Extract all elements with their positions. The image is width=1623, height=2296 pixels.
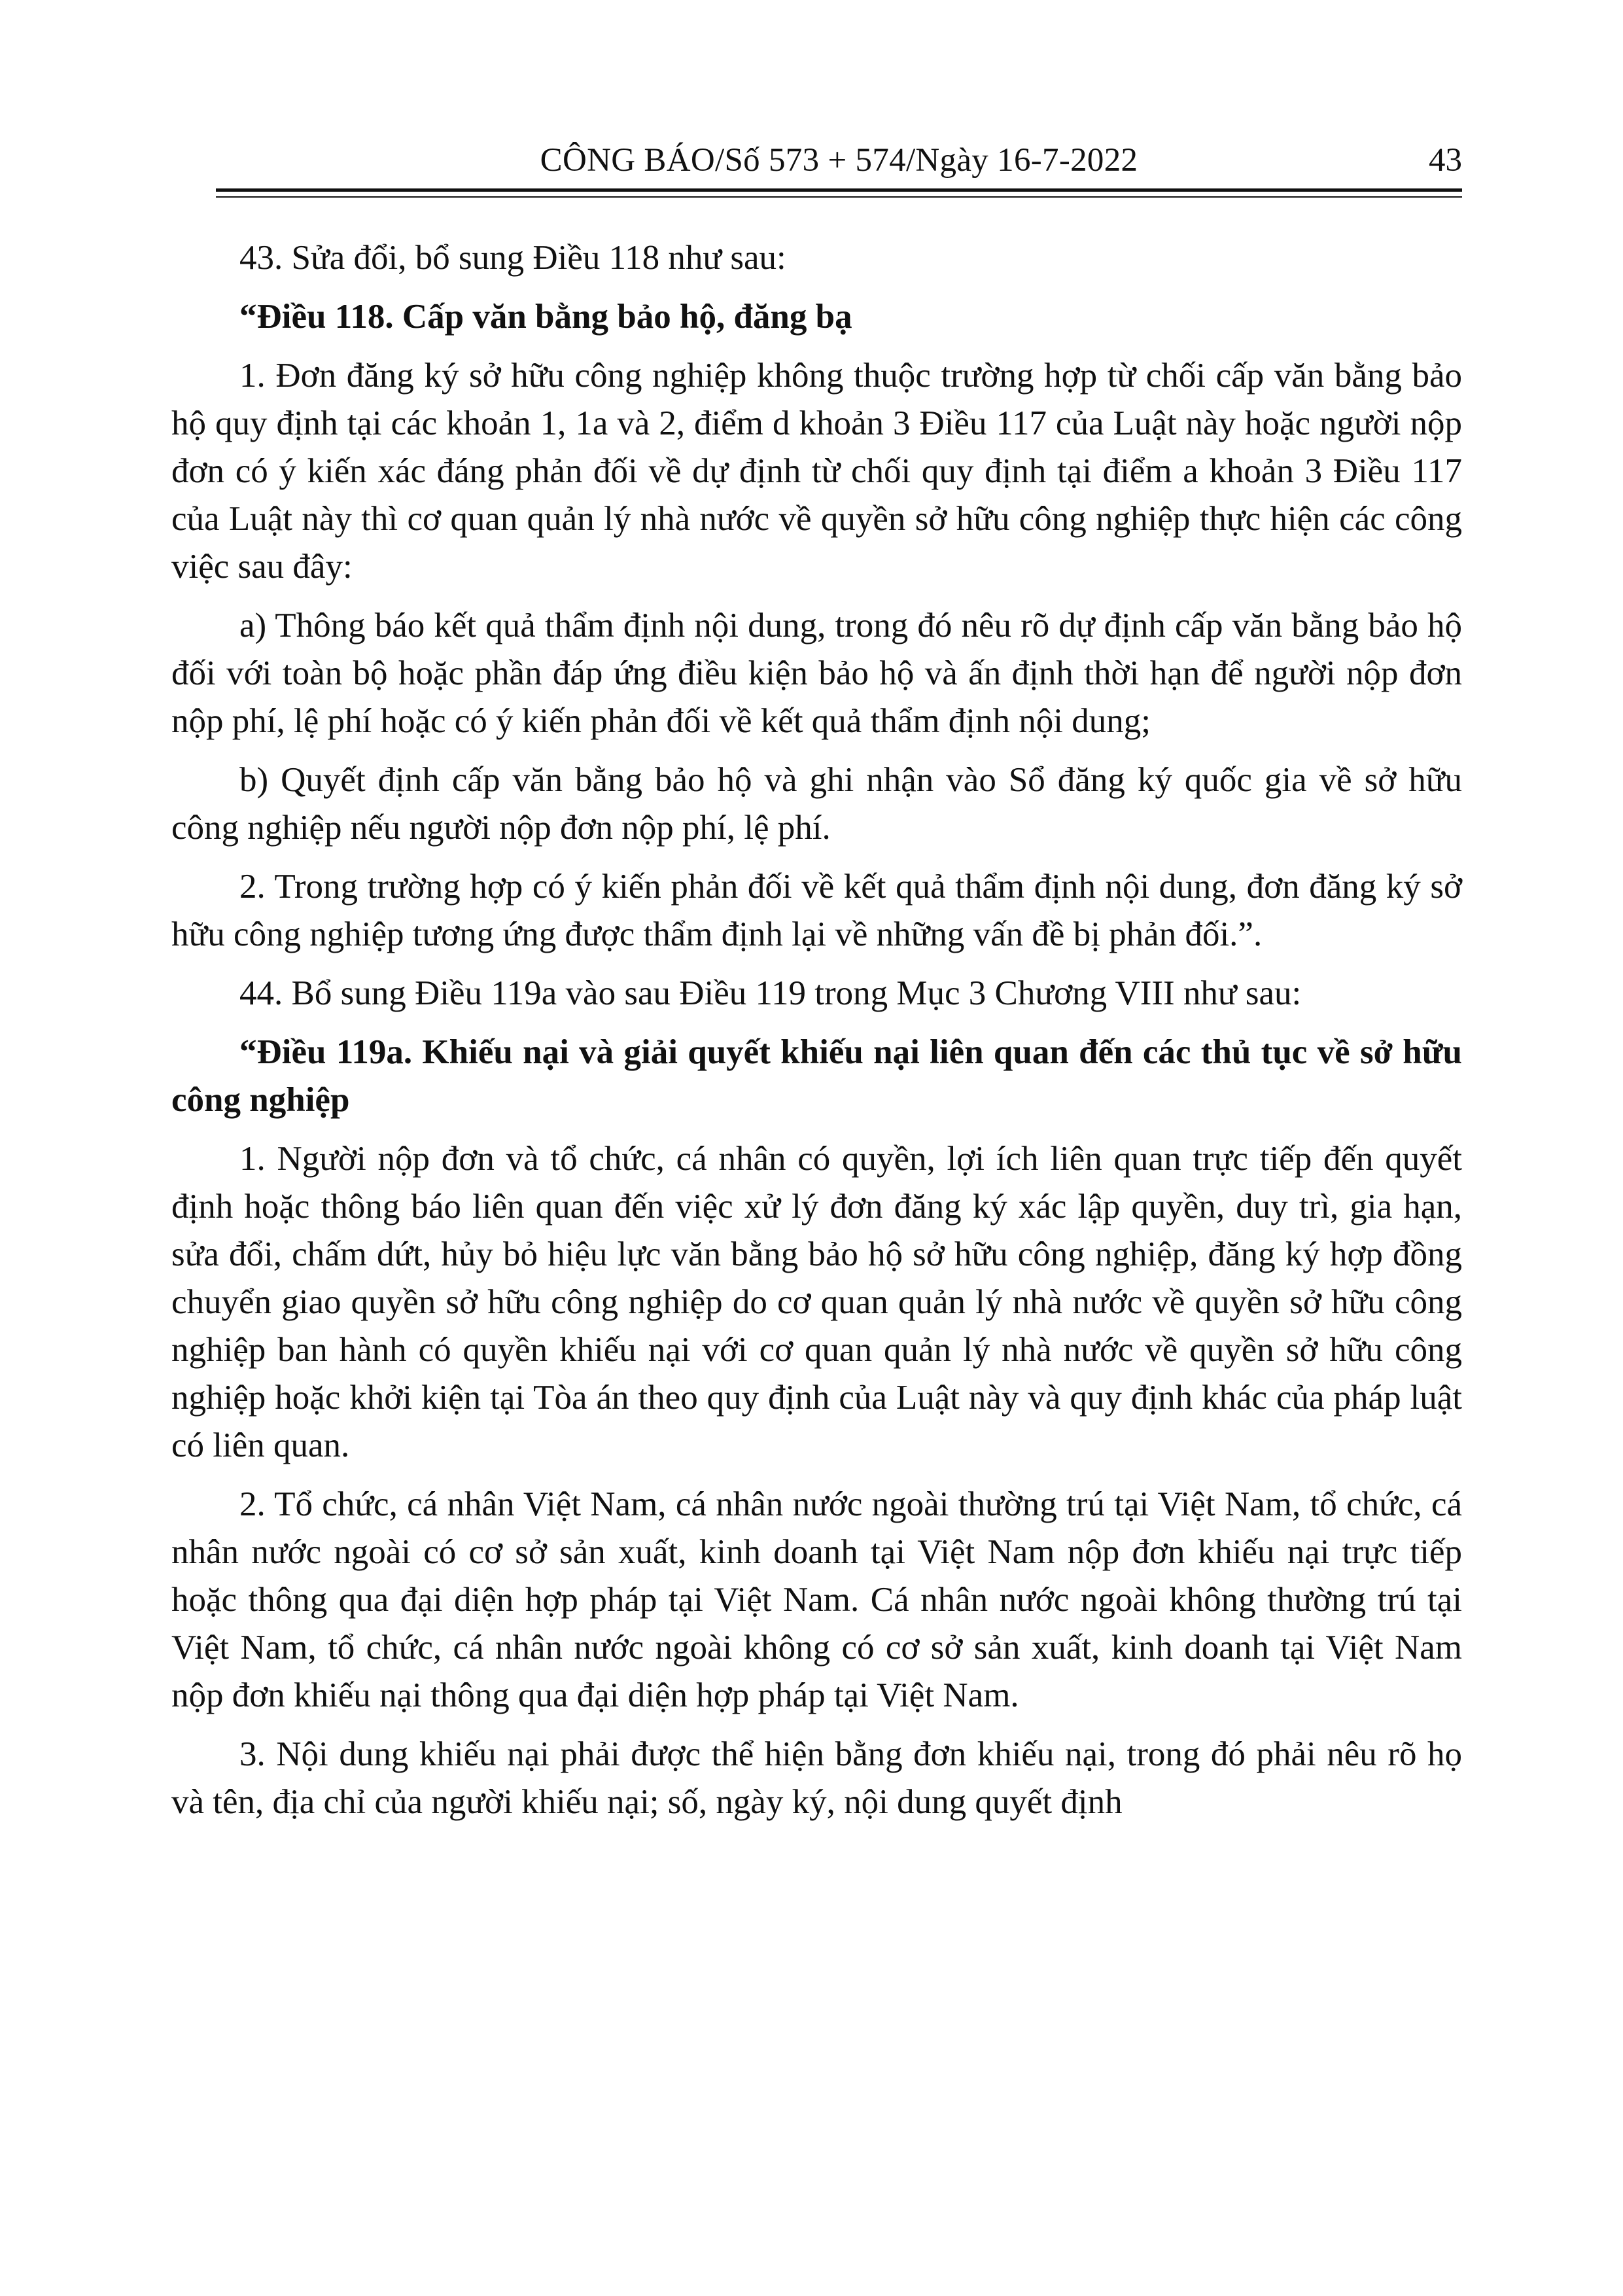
article-119a-clause-1: 1. Người nộp đơn và tổ chức, cá nhân có quyền, lợi ích liên quan trực tiếp đến quyết định hoặc thông báo liên quan đến việc xử lý đơn đăng ký xác lập quyền, duy trì, gia hạn, sửa đổi, chấm dứt, hủy bỏ hiệu lực văn bằng bảo hộ sở hữu công nghiệp, đăng ký hợp đồng chuyển giao quyền sở hữu công nghiệp do cơ quan quản lý nhà nước về quyền sở hữu công nghiệp ban hành có quyền khiếu nại với cơ quan quản lý nhà nước về quyền sở hữu công nghiệp hoặc khởi kiện tại Tòa án theo quy định của Luật này và quy định khác của pháp luật có liên quan. [171, 1140, 1462, 1464]
page-header [216, 134, 1462, 186]
amendment-44-intro: 44. Bổ sung Điều 119a vào sau Điều 119 trong Mục 3 Chương VIII như sau: [239, 974, 1302, 1012]
article-118-point-a: a) Thông báo kết quả thẩm định nội dung, trong đó nêu rõ dự định cấp văn bằng bảo hộ đối với toàn bộ hoặc phần đáp ứng điều kiện bảo hộ và ấn định thời hạn để người nộp đơn nộp phí, lệ phí hoặc có ý kiến phản đối về kết quả thẩm định nội dung; [171, 607, 1462, 740]
article-118-heading: “Điều 118. Cấp văn bằng bảo hộ, đăng bạ [239, 298, 852, 336]
header-rule-thick [216, 188, 1462, 192]
amendment-43-intro: 43. Sửa đổi, bổ sung Điều 118 như sau: [239, 239, 786, 277]
page-number: 43 [1429, 142, 1462, 179]
gazette-title: CÔNG BÁO/Số 573 + 574/Ngày 16-7-2022 [540, 142, 1138, 179]
article-118-point-b: b) Quyết định cấp văn bằng bảo hộ và ghi nhận vào Sổ đăng ký quốc gia về sở hữu công nghiệp nếu người nộp đơn nộp phí, lệ phí. [171, 761, 1462, 847]
article-119a-clause-2: 2. Tổ chức, cá nhân Việt Nam, cá nhân nước ngoài thường trú tại Việt Nam, tổ chức, cá nhân nước ngoài có cơ sở sản xuất, kinh doanh tại Việt Nam nộp đơn khiếu nại trực tiếp hoặc thông qua đại diện hợp pháp tại Việt Nam. Cá nhân nước ngoài không thường trú tại Việt Nam, tổ chức, cá nhân nước ngoài không có cơ sở sản xuất, kinh doanh tại Việt Nam nộp đơn khiếu nại thông qua đại diện hợp pháp tại Việt Nam. [171, 1485, 1462, 1714]
article-118-clause-1: 1. Đơn đăng ký sở hữu công nghiệp không thuộc trường hợp từ chối cấp văn bằng bảo hộ quy định tại các khoản 1, 1a và 2, điểm d khoản 3 Điều 117 của Luật này hoặc người nộp đơn có ý kiến xác đáng phản đối về dự định từ chối quy định tại điểm a khoản 3 Điều 117 của Luật này thì cơ quan quản lý nhà nước về quyền sở hữu công nghiệp thực hiện các công việc sau đây: [171, 357, 1462, 586]
document-body [171, 234, 1462, 1826]
article-119a-heading: “Điều 119a. Khiếu nại và giải quyết khiếu nại liên quan đến các thủ tục về sở hữu công nghiệp [171, 1033, 1462, 1119]
article-119a-clause-3: 3. Nội dung khiếu nại phải được thể hiện bằng đơn khiếu nại, trong đó phải nêu rõ họ và tên, địa chỉ của người khiếu nại; số, ngày ký, nội dung quyết định [171, 1735, 1462, 1821]
header-rule-thin [216, 196, 1462, 198]
article-118-clause-2: 2. Trong trường hợp có ý kiến phản đối về kết quả thẩm định nội dung, đơn đăng ký sở hữu công nghiệp tương ứng được thẩm định lại về những vấn đề bị phản đối.”. [171, 868, 1462, 953]
